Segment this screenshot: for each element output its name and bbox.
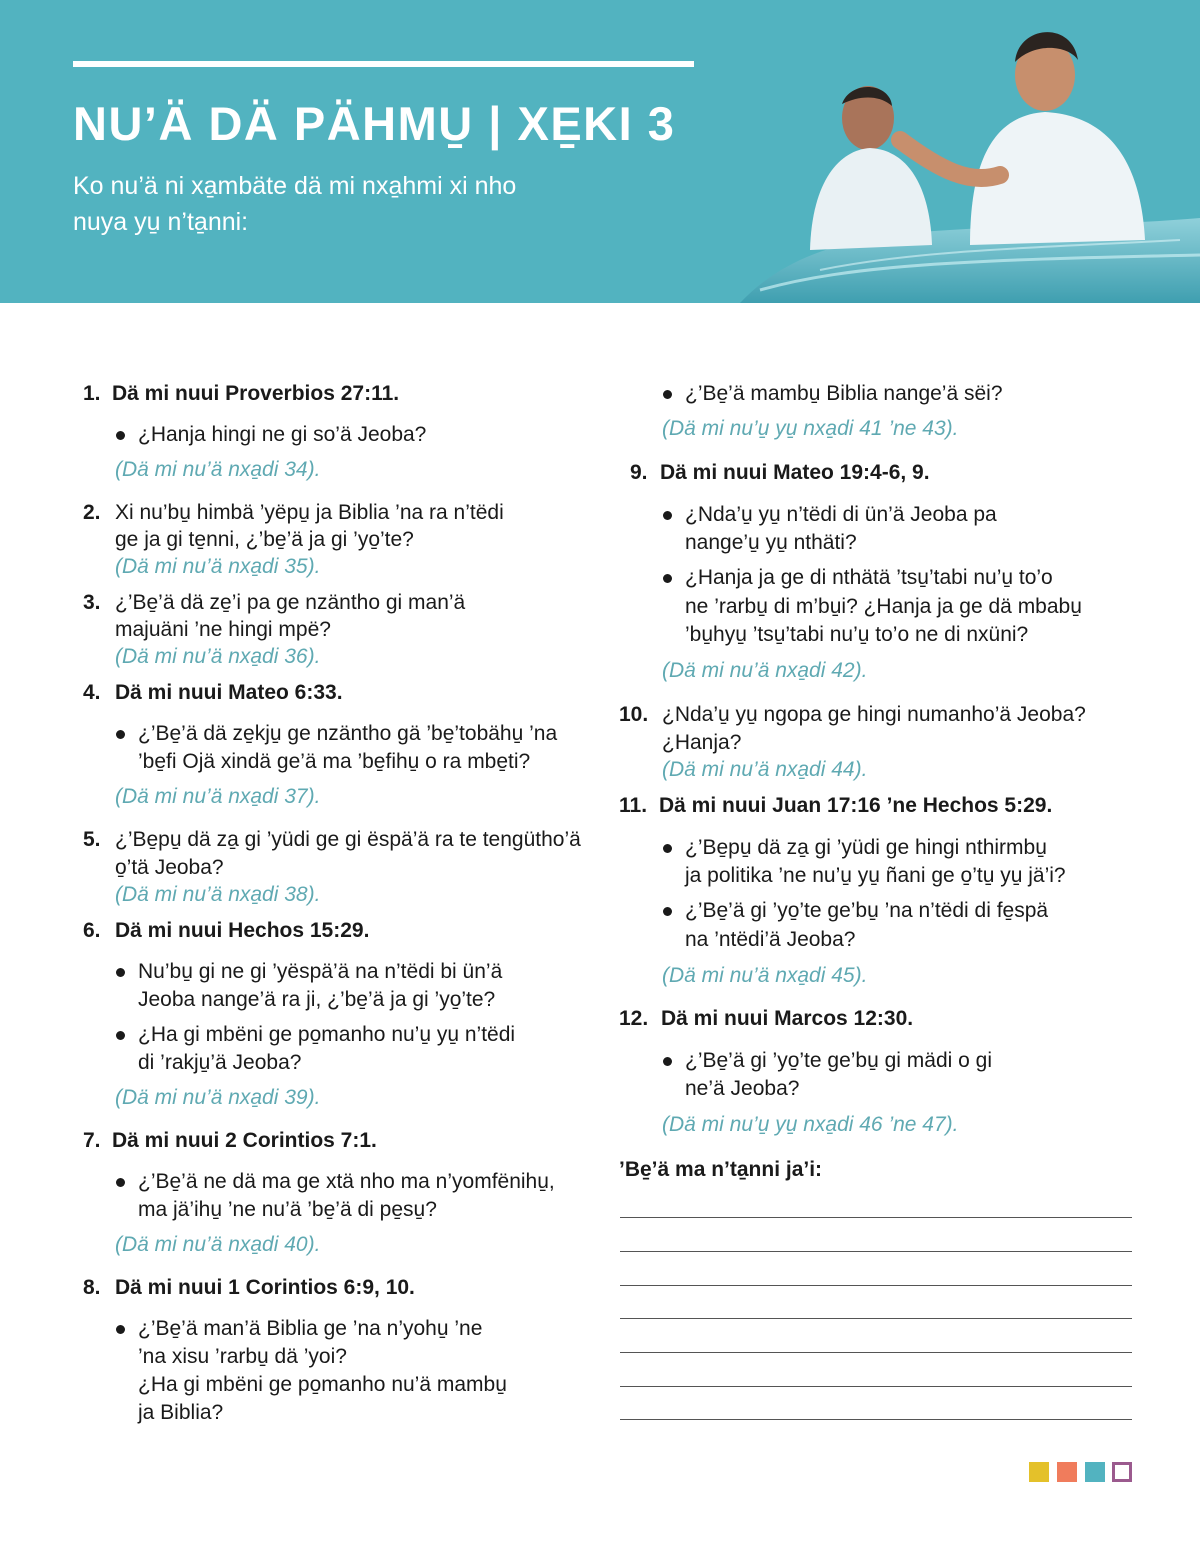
bullet-text: ’be̱fi Ojä xindä ge’ä ma ’be̱fihu̱ o ra mbe̱ti?	[138, 750, 531, 773]
paragraph-reference: (Dä mi nu’ä nxa̱di 38).	[115, 883, 321, 906]
question-text: Xi nu’bu̱ himbä ’yëpu̱ ja Biblia ’na ra n’tëdi	[115, 501, 504, 524]
yellow-square-icon	[1029, 1462, 1049, 1482]
item-heading: Dä mi nuui Proverbios 27:11.	[112, 382, 400, 405]
question-text: ¿’Be̱’ä dä ze̱’i pa ge nzäntho gi man’ä	[115, 591, 466, 614]
bullet-text: ja politika ’ne nu’u̱ yu̱ ñani ge o̱’tu̱ yu̱ jä’i?	[685, 864, 1066, 887]
bullet-text: ¿’Be̱’ä ne dä ma ge xtä nho ma n’yomfënihu̱,	[138, 1170, 555, 1193]
bullet-icon	[116, 1325, 125, 1334]
bullet-text: ¿’Be̱’ä man’ä Biblia ge ’na n’yohu̱ ’ne	[138, 1317, 483, 1340]
item-heading: Dä mi nuui 1 Corintios 6:9, 10.	[115, 1276, 415, 1299]
paragraph-reference: (Dä mi nu’ä nxa̱di 40).	[115, 1233, 321, 1256]
item-heading: Dä mi nuui Marcos 12:30.	[661, 1007, 914, 1030]
outlined-square-icon	[1112, 1462, 1132, 1482]
teal-square-icon	[1085, 1462, 1105, 1482]
paragraph-reference: (Dä mi nu’ä nxa̱di 39).	[115, 1086, 321, 1109]
question-text: o̱’tä Jeoba?	[115, 856, 224, 879]
bullet-text: ¿’Be̱’ä gi ’yo̱’te ge’bu̱ ’na n’tëdi di fe̱spä	[685, 899, 1049, 922]
bullet-text: ja Biblia?	[138, 1401, 224, 1424]
item-number: 2.	[83, 501, 101, 524]
bullet-icon	[116, 1178, 125, 1187]
item-number: 8.	[83, 1276, 101, 1299]
header-banner	[0, 0, 1200, 303]
bullet-text: ’na xisu ’rarbu̱ dä ’yoi?	[138, 1345, 347, 1368]
bullet-text: nange’u̱ yu̱ nthäti?	[685, 531, 857, 554]
item-number: 12.	[619, 1007, 649, 1030]
question-text: ge ja gi te̱nni, ¿’be̱’ä ja gi ’yo̱’te?	[115, 528, 414, 551]
header-rule	[73, 61, 694, 67]
item-number: 6.	[83, 919, 101, 942]
item-number: 11.	[619, 794, 648, 817]
item-number: 7.	[83, 1129, 101, 1152]
notes-line[interactable]	[620, 1419, 1132, 1420]
bullet-text: Jeoba nange’ä ra ji, ¿’be̱’ä ja gi ’yo̱’te?	[138, 988, 496, 1011]
bullet-icon	[116, 431, 125, 440]
bullet-icon	[116, 1031, 125, 1040]
bullet-text: ¿’Be̱’ä dä ze̱kju̱ ge nzäntho gä ’be̱’tobähu̱ ’na	[138, 722, 558, 745]
bullet-icon	[663, 574, 672, 583]
paragraph-reference: (Dä mi nu’ä nxa̱di 37).	[115, 785, 321, 808]
bullet-text: ¿Nda’u̱ yu̱ n’tëdi di ün’ä Jeoba pa	[685, 503, 997, 526]
bullet-text: na ’ntëdi’ä Jeoba?	[685, 928, 856, 951]
orange-square-icon	[1057, 1462, 1077, 1482]
paragraph-reference: (Dä mi nu’u̱ yu̱ nxa̱di 41 ’ne 43).	[662, 417, 959, 440]
item-number: 1.	[83, 382, 101, 405]
bullet-text: ¿Hanja hingi ne gi so’ä Jeoba?	[138, 423, 427, 446]
item-heading: Dä mi nuui Mateo 19:4-6, 9.	[660, 461, 930, 484]
notes-line[interactable]	[620, 1285, 1132, 1286]
bullet-text: ¿’Be̱’ä mambu̱ Biblia nange’ä sëi?	[685, 382, 1003, 405]
paragraph-reference: (Dä mi nu’ä nxa̱di 45).	[662, 964, 868, 987]
question-text: ¿’Be̱pu̱ dä za̱ gi ’yüdi ge gi ëspä’ä ra te tengütho’ä	[115, 828, 581, 851]
notes-line[interactable]	[620, 1352, 1132, 1353]
subtitle-line-2: nuya yu̱ n’ta̱nni:	[73, 208, 249, 236]
paragraph-reference: (Dä mi nu’ä nxa̱di 42).	[662, 659, 868, 682]
bullet-text: di ’rakju̱’ä Jeoba?	[138, 1051, 302, 1074]
subtitle-line-1: Ko nu’ä ni xa̱mbäte dä mi nxa̱hmi xi nho	[73, 172, 517, 200]
bullet-text: Nu’bu̱ gi ne gi ’yëspä’ä na n’tëdi bi ün’ä	[138, 960, 503, 983]
item-number: 3.	[83, 591, 101, 614]
bullet-text: ’bu̱hyu̱ ’tsu̱’tabi nu’u̱ to’o ne di nxüni?	[685, 623, 1029, 646]
page-title: NU’Ä DÄ PÄHMU̱ | XE̱KI 3	[73, 97, 676, 150]
item-number: 5.	[83, 828, 101, 851]
baptism-illustration	[700, 0, 1200, 303]
item-heading: Dä mi nuui Hechos 15:29.	[115, 919, 370, 942]
question-text: ¿Hanja?	[662, 731, 742, 754]
bullet-icon	[663, 907, 672, 916]
notes-line[interactable]	[620, 1386, 1132, 1387]
bullet-icon	[663, 1057, 672, 1066]
bullet-icon	[116, 968, 125, 977]
bullet-text: ne ’rarbu̱ di m’bu̱i? ¿Hanja ja ge dä mbabu̱	[685, 595, 1082, 618]
bullet-icon	[663, 390, 672, 399]
bullet-icon	[663, 844, 672, 853]
item-heading: Dä mi nuui 2 Corintios 7:1.	[112, 1129, 377, 1152]
paragraph-reference: (Dä mi nu’u̱ yu̱ nxa̱di 46 ’ne 47).	[662, 1113, 959, 1136]
paragraph-reference: (Dä mi nu’ä nxa̱di 36).	[115, 645, 321, 668]
notes-heading: ’Be̱’ä ma n’ta̱nni ja’i:	[619, 1158, 823, 1181]
paragraph-reference: (Dä mi nu’ä nxa̱di 34).	[115, 458, 321, 481]
item-number: 9.	[630, 461, 648, 484]
question-text: ¿Nda’u̱ yu̱ ngopa ge hingi numanho’ä Jeoba?	[662, 703, 1086, 726]
bullet-text: ma jä’ihu̱ ’ne nu’ä ’be̱’ä di pe̱su̱?	[138, 1198, 437, 1221]
item-number: 10.	[619, 703, 649, 726]
notes-line[interactable]	[620, 1318, 1132, 1319]
question-text: majuäni ’ne hingi mpë?	[115, 618, 331, 641]
bullet-icon	[663, 511, 672, 520]
paragraph-reference: (Dä mi nu’ä nxa̱di 35).	[115, 555, 321, 578]
bullet-text: ¿Ha gi mbëni ge po̱manho nu’ä mambu̱	[138, 1373, 507, 1396]
bullet-text: ¿’Be̱pu̱ dä za̱ gi ’yüdi ge hingi nthirmbu̱	[685, 836, 1047, 859]
bullet-text: ¿Ha gi mbëni ge po̱manho nu’u̱ yu̱ n’tëdi	[138, 1023, 516, 1046]
item-number: 4.	[83, 681, 101, 704]
notes-line[interactable]	[620, 1251, 1132, 1252]
bullet-text: ¿Hanja ja ge di nthätä ’tsu̱’tabi nu’u̱ to’o	[685, 566, 1053, 589]
bullet-icon	[116, 730, 125, 739]
notes-line[interactable]	[620, 1217, 1132, 1218]
paragraph-reference: (Dä mi nu’ä nxa̱di 44).	[662, 758, 868, 781]
item-heading: Dä mi nuui Mateo 6:33.	[115, 681, 343, 704]
bullet-text: ne’ä Jeoba?	[685, 1077, 800, 1100]
item-heading: Dä mi nuui Juan 17:16 ’ne Hechos 5:29.	[659, 794, 1053, 817]
bullet-text: ¿’Be̱’ä gi ’yo̱’te ge’bu̱ gi mädi o gi	[685, 1049, 993, 1072]
